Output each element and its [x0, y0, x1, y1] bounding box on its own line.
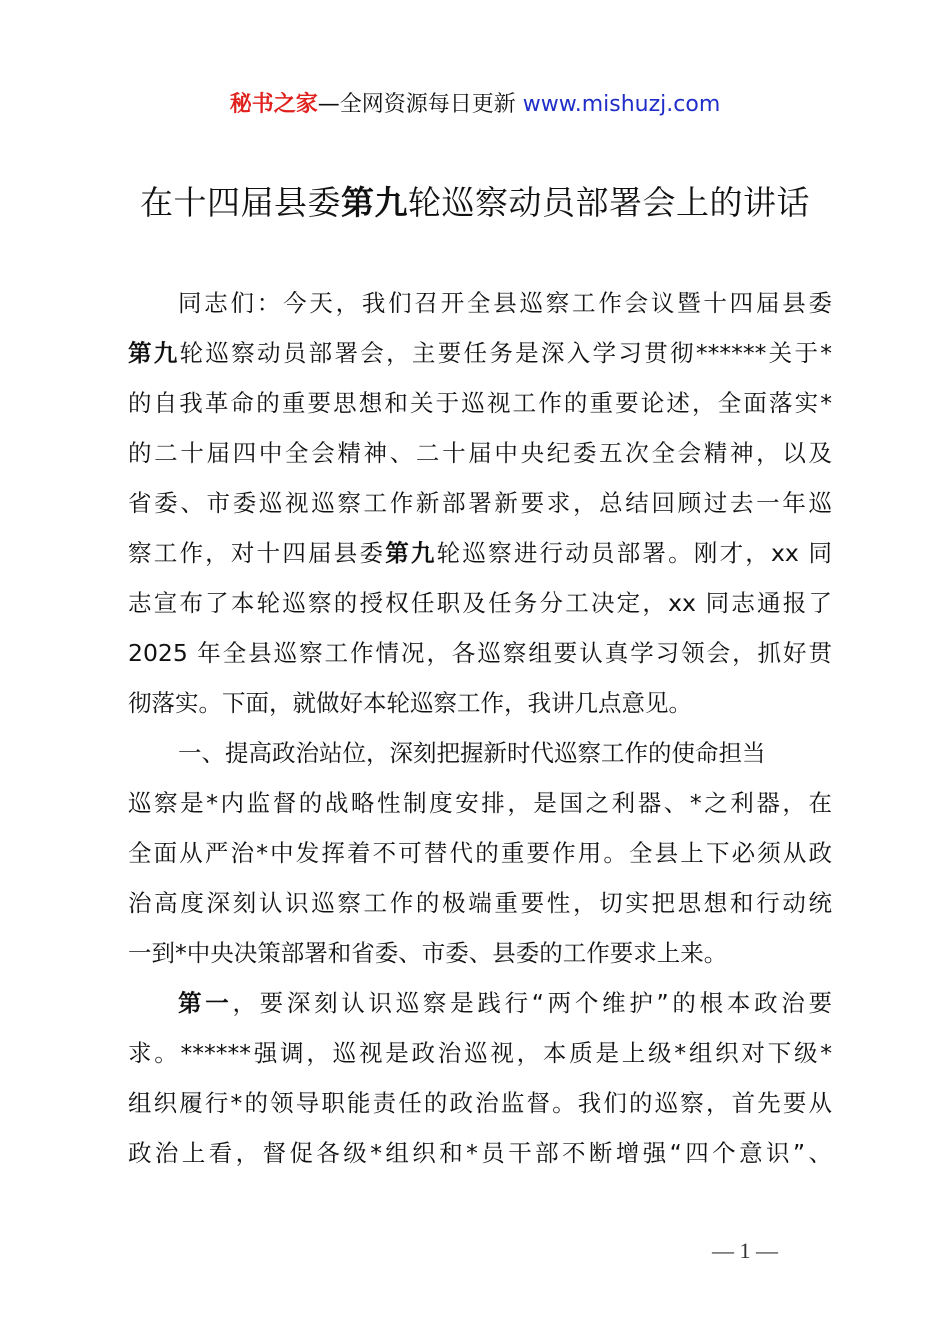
- body-line: 政治上看，督促各级*组织和*员干部不断增强“四个意识”、: [128, 1139, 832, 1167]
- body-line: 求。******强调，巡视是政治巡视，本质是上级*组织对下级*: [128, 1039, 832, 1067]
- site-url[interactable]: www.mishuzj.com: [522, 92, 721, 117]
- body-text: 轮巡察动员部署会，主要任务是深入学习贯彻******关于*: [179, 339, 832, 367]
- header-tagline: —全网资源每日更新: [317, 92, 516, 117]
- body-text: ，要深刻认识巡察是践行“两个维护”的根本政治要: [232, 989, 832, 1017]
- body-line: 一到*中央决策部署和省委、市委、县委的工作要求上来。: [128, 939, 728, 967]
- body-line: 治高度深刻认识巡察工作的极端重要性，切实把思想和行动统: [128, 889, 832, 917]
- body-line: 彻落实。下面，就做好本轮巡察工作，我讲几点意见。: [128, 689, 692, 717]
- title-bold: 第九: [341, 183, 408, 222]
- body-line: [128, 328, 832, 378]
- body-line: 巡察是*内监督的战略性制度安排，是国之利器、*之利器，在: [128, 789, 832, 817]
- body-line: 全面从严治*中发挥着不可替代的重要作用。全县上下必须从政: [128, 839, 832, 867]
- title-part2: 轮巡察动员部署会上的讲话: [408, 183, 810, 222]
- body-text: 轮巡察进行动员部署。刚才，xx 同: [436, 539, 832, 567]
- bold-term: 第一: [178, 989, 233, 1017]
- brand-name: 秘书之家: [229, 92, 318, 117]
- body-line: 省委、市委巡视巡察工作新部署新要求，总结回顾过去一年巡: [128, 489, 832, 517]
- body-line: 的二十届四中全会精神、二十届中央纪委五次全会精神，以及: [128, 439, 832, 467]
- body-line: [128, 978, 832, 1028]
- body-line: [128, 528, 832, 578]
- body-line: 2025 年全县巡察工作情况，各巡察组要认真学习领会，抓好贯: [128, 639, 832, 667]
- body-line: 组织履行*的领导职能责任的政治监督。我们的巡察，首先要从: [128, 1089, 832, 1117]
- document-title: [0, 178, 950, 228]
- body-line: 同志们：今天，我们召开全县巡察工作会议暨十四届县委: [178, 289, 832, 317]
- document-body: [128, 278, 832, 1178]
- bold-term: 第九: [385, 539, 437, 567]
- section-heading: 一、提高政治站位，深刻把握新时代巡察工作的使命担当: [178, 739, 766, 767]
- body-line: 的自我革命的重要思想和关于巡视工作的重要论述，全面落实*: [128, 389, 832, 417]
- body-line: 志宣布了本轮巡察的授权任职及任务分工决定，xx 同志通报了: [128, 589, 832, 617]
- body-text: 察工作，对十四届县委: [128, 539, 386, 567]
- title-part1: 在十四届县委: [140, 183, 341, 222]
- site-header: [0, 88, 950, 122]
- bold-term: 第九: [128, 339, 180, 367]
- page-number: — 1 —: [712, 1238, 778, 1263]
